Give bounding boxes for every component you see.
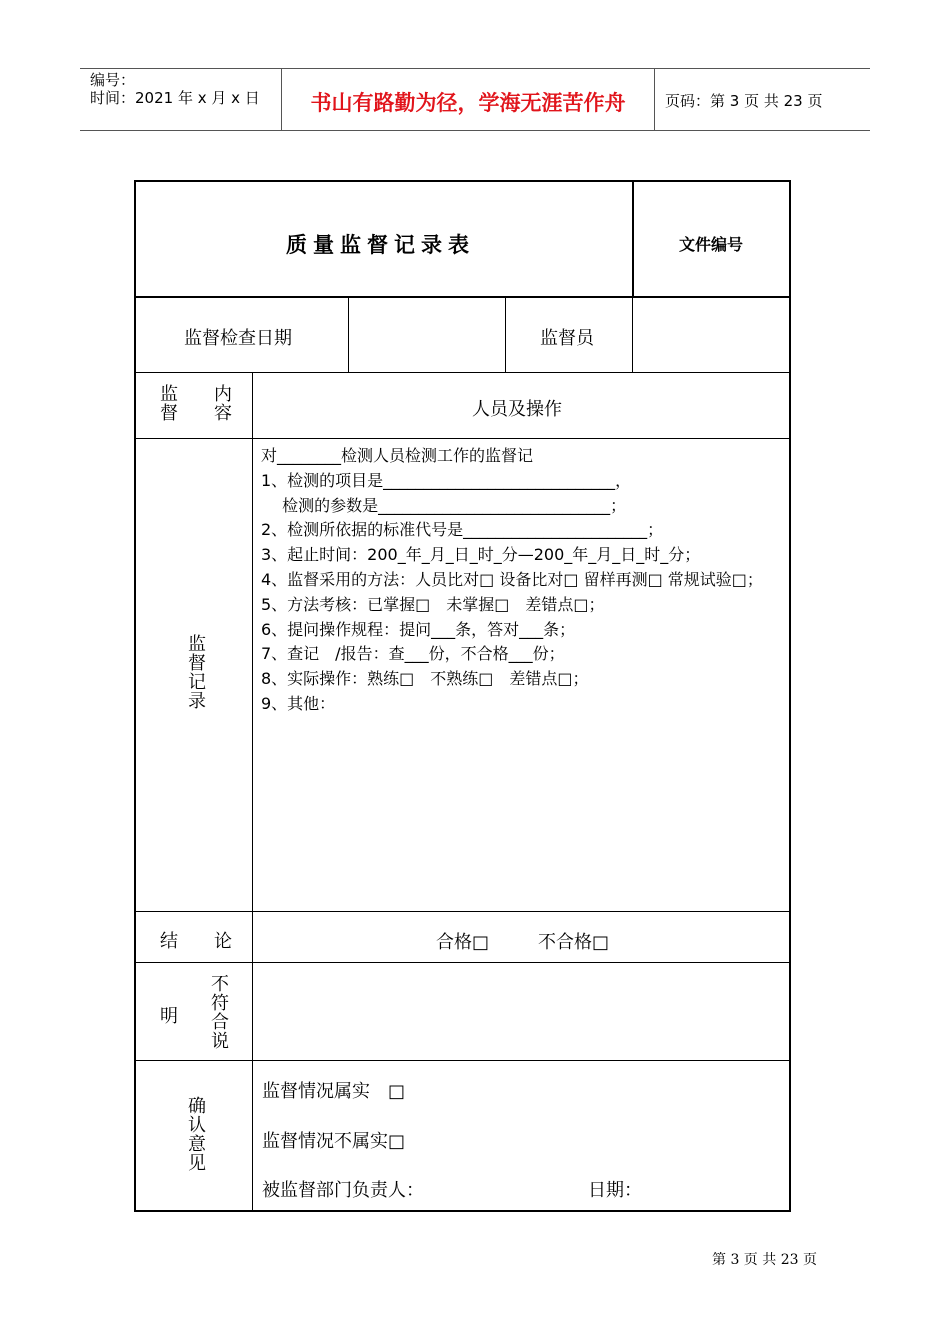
motto: 书山有路勤为径，学海无涯苦作舟 bbox=[310, 90, 626, 115]
row-divider bbox=[136, 1060, 789, 1061]
record-line: 5、方法考核：已掌握□ 未掌握□ 差错点□； bbox=[261, 594, 605, 614]
record-line: 4、监督采用的方法：人员比对□ 设备比对□ 留样再测□ 常规试验□； bbox=[261, 569, 763, 589]
quality-supervision-form bbox=[134, 180, 791, 1212]
content-label-line: 督 容 bbox=[160, 403, 232, 424]
record-line: 6、提问操作规程：提问___条，答对___条； bbox=[261, 619, 576, 639]
conclusion-fail[interactable]: 不合格□ bbox=[538, 932, 610, 953]
content-label bbox=[160, 385, 232, 423]
record-line: 对________检测人员检测工作的监督记 bbox=[261, 446, 534, 465]
confirm-true-option[interactable]: 监督情况属实 □ bbox=[262, 1081, 406, 1102]
record-line: 9、其他： bbox=[261, 693, 336, 713]
supervisor-label: 监督员 bbox=[540, 328, 594, 349]
inspection-date-label: 监督检查日期 bbox=[184, 328, 292, 349]
page-header bbox=[80, 68, 870, 131]
content-value: 人员及操作 bbox=[472, 399, 562, 420]
record-label: 监督记录 bbox=[185, 634, 206, 710]
col-divider bbox=[252, 372, 253, 1210]
record-line: 1、检测的项目是_____________________________， bbox=[261, 470, 632, 490]
row-divider bbox=[136, 962, 789, 963]
record-line: 8、实际操作：熟练□ 不熟练□ 差错点□； bbox=[261, 669, 589, 689]
nonconformity-label-suffix: 明 bbox=[160, 1006, 178, 1027]
page-footer: 第 3 页 共 23 页 bbox=[712, 1252, 817, 1268]
date-label: 日期： bbox=[588, 1180, 642, 1201]
confirm-label: 确认意见 bbox=[185, 1096, 206, 1172]
number-label: 编号： bbox=[90, 71, 136, 89]
conclusion-pass[interactable]: 合格□ bbox=[436, 932, 490, 953]
col-divider bbox=[505, 298, 506, 372]
col-divider bbox=[632, 298, 633, 372]
record-line: 2、检测所依据的标准代号是_______________________； bbox=[261, 520, 664, 540]
row-divider bbox=[136, 296, 789, 298]
col-divider bbox=[632, 182, 634, 296]
row-divider bbox=[136, 911, 789, 912]
record-line: 7、查记 /报告：查___份，不合格___份； bbox=[261, 644, 565, 664]
header-divider bbox=[654, 69, 655, 130]
col-divider bbox=[348, 298, 349, 372]
record-lines bbox=[261, 444, 763, 717]
header-page-info: 页码：第 3 页 共 23 页 bbox=[665, 92, 823, 110]
conclusion-label: 结 论 bbox=[160, 931, 232, 952]
nonconformity-label: 不符合说 bbox=[208, 974, 229, 1050]
form-title: 质量监督记录表 bbox=[286, 233, 475, 257]
time-label: 时间：2021 年 x 月 x 日 bbox=[90, 89, 260, 107]
file-number-label: 文件编号 bbox=[679, 235, 744, 254]
record-line: 检测的参数是_____________________________； bbox=[261, 495, 627, 515]
row-divider bbox=[136, 372, 789, 373]
header-meta bbox=[90, 71, 260, 107]
content-label-line: 监 内 bbox=[160, 384, 232, 405]
record-line: 3、起止时间：200_年_月_日_时_分—200_年_月_日_时_分； bbox=[261, 545, 701, 565]
confirm-false-option[interactable]: 监督情况不属实□ bbox=[262, 1131, 406, 1152]
row-divider bbox=[136, 438, 789, 439]
dept-head-label: 被监督部门负责人： bbox=[262, 1180, 424, 1201]
